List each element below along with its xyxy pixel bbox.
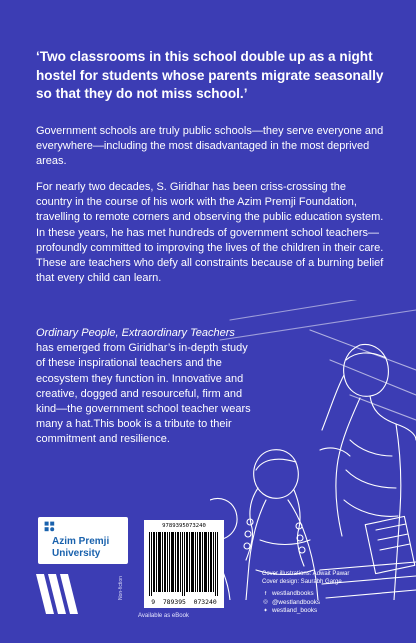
social-links — [262, 590, 320, 616]
barcode-bars — [149, 532, 219, 596]
cover-quote: ‘Two classrooms in this school double up as a night hostel for students whose parents migrate seasonally so that they do not miss school.’ — [36, 49, 384, 101]
illustration-credit: Cover illustrations: Adwait Pawar — [262, 571, 350, 577]
instagram-icon: ◎ — [263, 599, 268, 606]
social-handle: westlandbooks — [272, 590, 314, 597]
blurb-paragraph-2: For nearly two decades, S. Giridhar has been criss-crossing the country in the course of his work with the Azim Premji Foundation, travelling to remote corners and observing the public education system. In these years, he has met hundreds of government school teachers—profoundly committed to improving the lives of the children in their care. These are teachers who defy all constraints because of a burning belief that every child can learn. — [36, 181, 384, 285]
blurb-paragraph-3 — [36, 326, 251, 448]
university-logo-emblem — [43, 520, 59, 536]
cover-credits — [262, 570, 349, 586]
ebook-note: Available as eBook — [138, 613, 189, 619]
university-logo — [38, 517, 128, 564]
isbn-barcode — [144, 520, 224, 608]
book-title: Ordinary People, Extraordinary Teachers — [36, 327, 235, 339]
university-name: Azim Premji University — [52, 536, 110, 559]
isbn-number: 9789395073240 — [162, 523, 206, 529]
facebook-icon: f — [264, 590, 267, 597]
blurb-paragraph-3-text: has emerged from Giridhar’s in-depth study of these inspirational teachers and the ecosystem they function in. Innovative and creative, dogged and resourceful, firm and kind—the government school teacher wears many a hat.This book is a tribute to their commitment and resilience. — [36, 342, 251, 446]
isbn-digits: 9 789395 073240 — [151, 598, 217, 606]
social-link-twitter[interactable] — [262, 607, 320, 616]
social-handle: @westlandbooks — [272, 598, 321, 606]
westland-logo-icon — [36, 574, 80, 614]
social-link-instagram[interactable] — [262, 599, 320, 608]
blurb-paragraph-1: Government schools are truly public schools—they serve everyone and everywhere—including the most disadvantaged in the most deprived areas. — [36, 125, 384, 168]
social-handle: westland_books — [272, 607, 318, 614]
twitter-icon: ✦ — [263, 607, 268, 614]
design-credit: Cover design: Saurabh Garge — [262, 579, 342, 585]
category-label: Non-fiction — [118, 576, 124, 600]
social-link-facebook[interactable] — [262, 590, 320, 599]
